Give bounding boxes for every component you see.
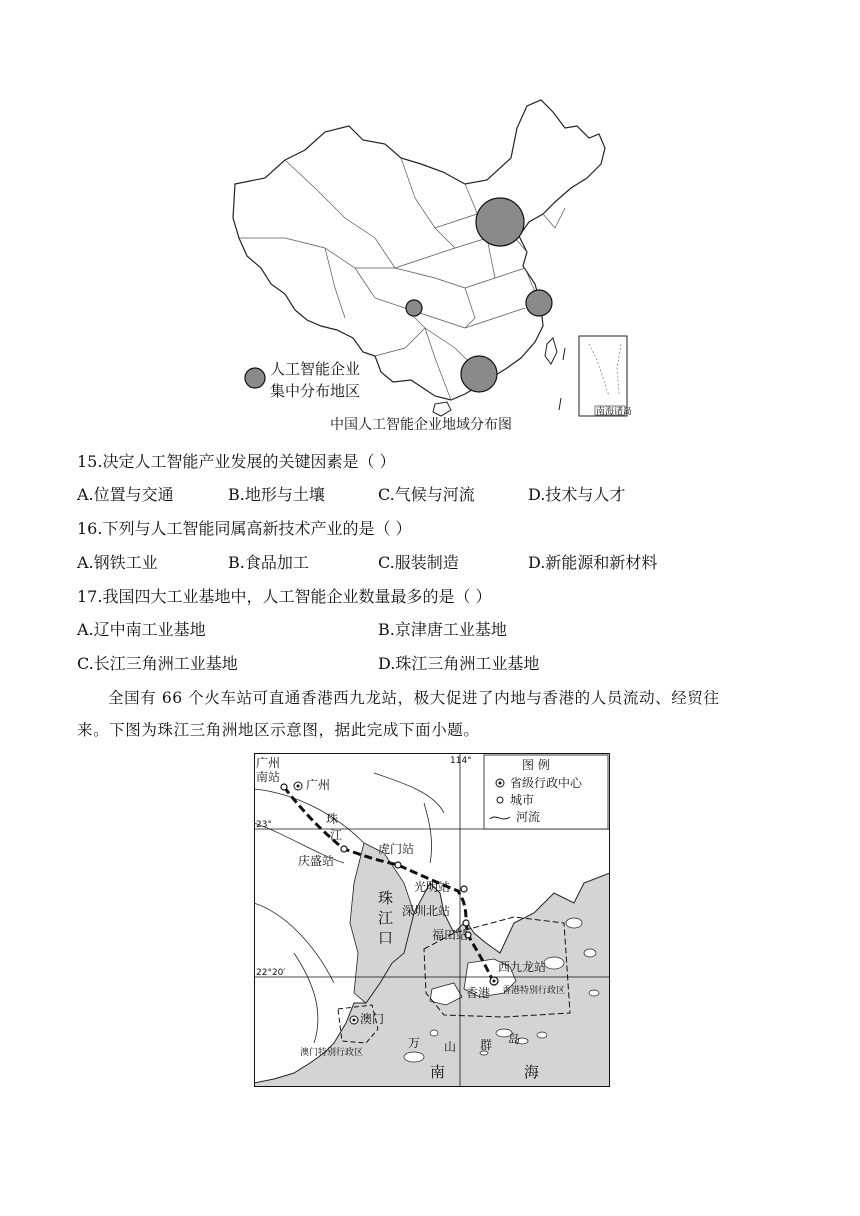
inset-label: 南海诸岛 bbox=[596, 407, 633, 417]
label-hk-sar: 香港特别行政区 bbox=[502, 986, 566, 996]
legend-city: 城市 bbox=[510, 793, 535, 807]
label-sea-2: 海 bbox=[524, 1063, 540, 1081]
label-estuary-2: 江 bbox=[378, 909, 394, 927]
legend-cluster-symbol bbox=[245, 368, 265, 388]
pearl-river-delta-map bbox=[254, 753, 610, 1087]
question-15-option-d[interactable]: D.技术与人才 bbox=[528, 485, 626, 504]
question-15-option-b[interactable]: B.地形与土壤 bbox=[228, 485, 325, 504]
lon-label: 114° bbox=[450, 756, 472, 766]
label-river-jiang: 江 bbox=[330, 828, 343, 842]
label-guangzhou-south-1: 广州 bbox=[256, 756, 281, 770]
lat-label-23: 23° bbox=[256, 820, 272, 830]
question-15-option-a[interactable]: A.位置与交通 bbox=[77, 485, 174, 504]
question-17-option-b[interactable]: B.京津唐工业基地 bbox=[378, 620, 507, 639]
china-map-legend bbox=[270, 358, 360, 402]
passage-line-1: 全国有 66 个火车站可直通香港西九龙站，极大促进了内地与香港的人员流动、经贸往 bbox=[108, 689, 720, 707]
question-15-option-c[interactable]: C.气候与河流 bbox=[378, 485, 475, 504]
question-17-option-c[interactable]: C.长江三角洲工业基地 bbox=[77, 654, 238, 673]
label-macao: 澳门 bbox=[360, 1012, 385, 1026]
ai-cluster-chengdu-chongqing bbox=[406, 300, 422, 316]
label-sea-1: 南 bbox=[430, 1063, 446, 1081]
question-17-option-a[interactable]: A.辽中南工业基地 bbox=[77, 620, 206, 639]
lat-label-22-20: 22°20′ bbox=[256, 968, 286, 978]
label-shenzhen-north: 深圳北站 bbox=[402, 904, 451, 918]
question-15-stem: 15.决定人工智能产业发展的关键因素是（ ） bbox=[77, 452, 396, 471]
question-16-option-a[interactable]: A.钢铁工业 bbox=[77, 553, 158, 572]
ai-cluster-beijing-tianjin bbox=[476, 198, 524, 246]
label-humen: 虎门站 bbox=[378, 842, 415, 856]
question-16-option-d[interactable]: D.新能源和新材料 bbox=[528, 553, 658, 572]
label-macao-sar: 澳门特别行政区 bbox=[300, 1048, 364, 1058]
label-river-zhu: 珠 bbox=[326, 812, 339, 826]
passage-line-2: 来。下图为珠江三角洲地区示意图，据此完成下面小题。 bbox=[77, 721, 480, 739]
label-islands-3: 群 bbox=[480, 1038, 493, 1052]
china-map-caption: 中国人工智能企业地域分布图 bbox=[330, 417, 512, 433]
label-guangzhou: 广州 bbox=[306, 778, 331, 792]
label-qingsheng: 庆盛站 bbox=[298, 854, 335, 868]
label-west-kowloon: 西九龙站 bbox=[498, 960, 547, 974]
label-islands-4: 岛 bbox=[508, 1032, 521, 1046]
label-guangzhou-south-2: 南站 bbox=[256, 770, 281, 784]
label-hongkong: 香港 bbox=[466, 986, 491, 1000]
legend-capital: 省级行政中心 bbox=[510, 776, 583, 790]
label-guangming: 光明站 bbox=[414, 880, 451, 894]
label-futian: 福田站 bbox=[432, 928, 469, 942]
question-16-option-b[interactable]: B.食品加工 bbox=[228, 553, 309, 572]
ai-cluster-yangtze-delta bbox=[526, 290, 552, 316]
question-16-stem: 16.下列与人工智能同属高新技术产业的是（ ） bbox=[77, 519, 412, 538]
legend-line-2: 集中分布地区 bbox=[270, 382, 361, 400]
question-16-option-c[interactable]: C.服装制造 bbox=[378, 553, 459, 572]
label-islands-2: 山 bbox=[444, 1040, 457, 1054]
legend-line-1: 人工智能企业 bbox=[270, 360, 361, 378]
label-islands-1: 万 bbox=[408, 1036, 421, 1050]
ai-cluster-pearl-river-delta bbox=[461, 356, 497, 392]
prd-legend-title: 图 例 bbox=[522, 758, 550, 772]
legend-river: 河流 bbox=[516, 810, 541, 824]
south-china-sea-inset bbox=[579, 336, 627, 416]
question-17-option-d[interactable]: D.珠江三角洲工业基地 bbox=[378, 654, 540, 673]
question-17-stem: 17.我国四大工业基地中，人工智能企业数量最多的是（ ） bbox=[77, 587, 492, 606]
label-estuary-3: 口 bbox=[378, 929, 394, 947]
label-estuary-1: 珠 bbox=[378, 889, 394, 907]
taiwan-island bbox=[545, 338, 557, 364]
